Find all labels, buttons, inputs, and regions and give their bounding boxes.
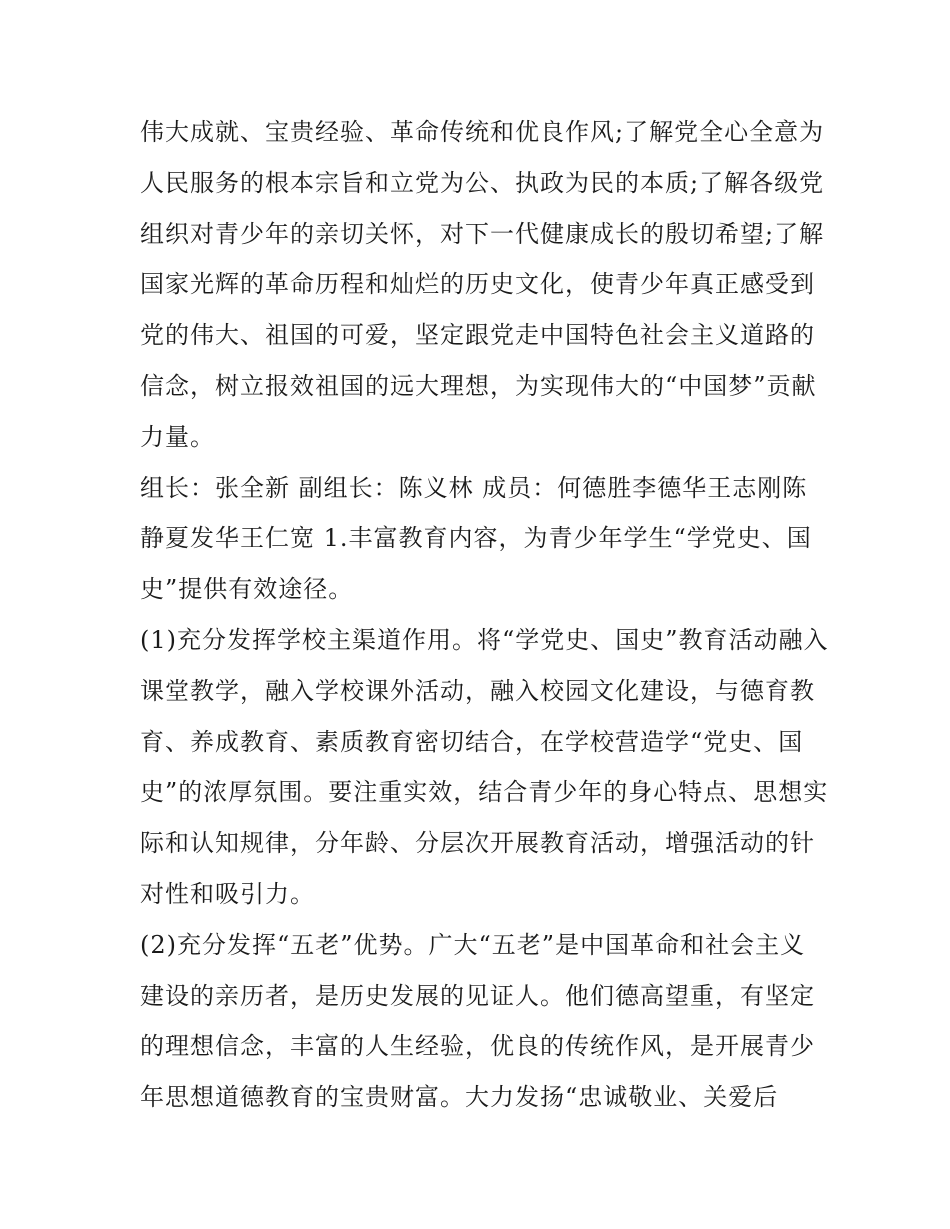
document-body [140, 107, 830, 1123]
paragraph-goals: 伟大成就、宝贵经验、革命传统和优良作风;了解党全心全意为人民服务的根本宗旨和立党为公、执政为民的本质;了解各级党组织对青少年的亲切关怀，对下一代健康成长的殷切希望;了解国家光辉的革命历程和灿烂的历史文化，使青少年真正感受到党的伟大、祖国的可爱，坚定跟党走中国特色社会主义道路的信念，树立报效祖国的远大理想，为实现伟大的“中国梦”贡献力量。 [140, 118, 825, 451]
paragraph-team-members: 组长：张全新 副组长：陈义林 成员：何德胜李德华王志刚陈静夏发华王仁宽 1.丰富教育内容，为青少年学生“学党史、国史”提供有效途径。 [140, 473, 812, 604]
paragraph-five-elders: (2)充分发挥“五老”优势。广大“五老”是中国革命和社会主义建设的亲历者，是历史发展的见证人。他们德高望重，有坚定的理想信念，丰富的人生经验，优良的传统作风，是开展青少年思想道德教育的宝贵财富。大力发扬“忠诚敬业、关爱后 [140, 930, 815, 1112]
paragraph-school-channel: (1)充分发挥学校主渠道作用。将“学党史、国史”教育活动融入课堂教学，融入学校课外活动，融入校园文化建设，与德育教育、养成教育、素质教育密切结合，在学校营造学“党史、国史”的浓厚氛围。要注重实效，结合青少年的身心特点、思想实际和认知规律，分年龄、分层次开展教育活动，增强活动的针对性和吸引力。 [140, 625, 829, 908]
